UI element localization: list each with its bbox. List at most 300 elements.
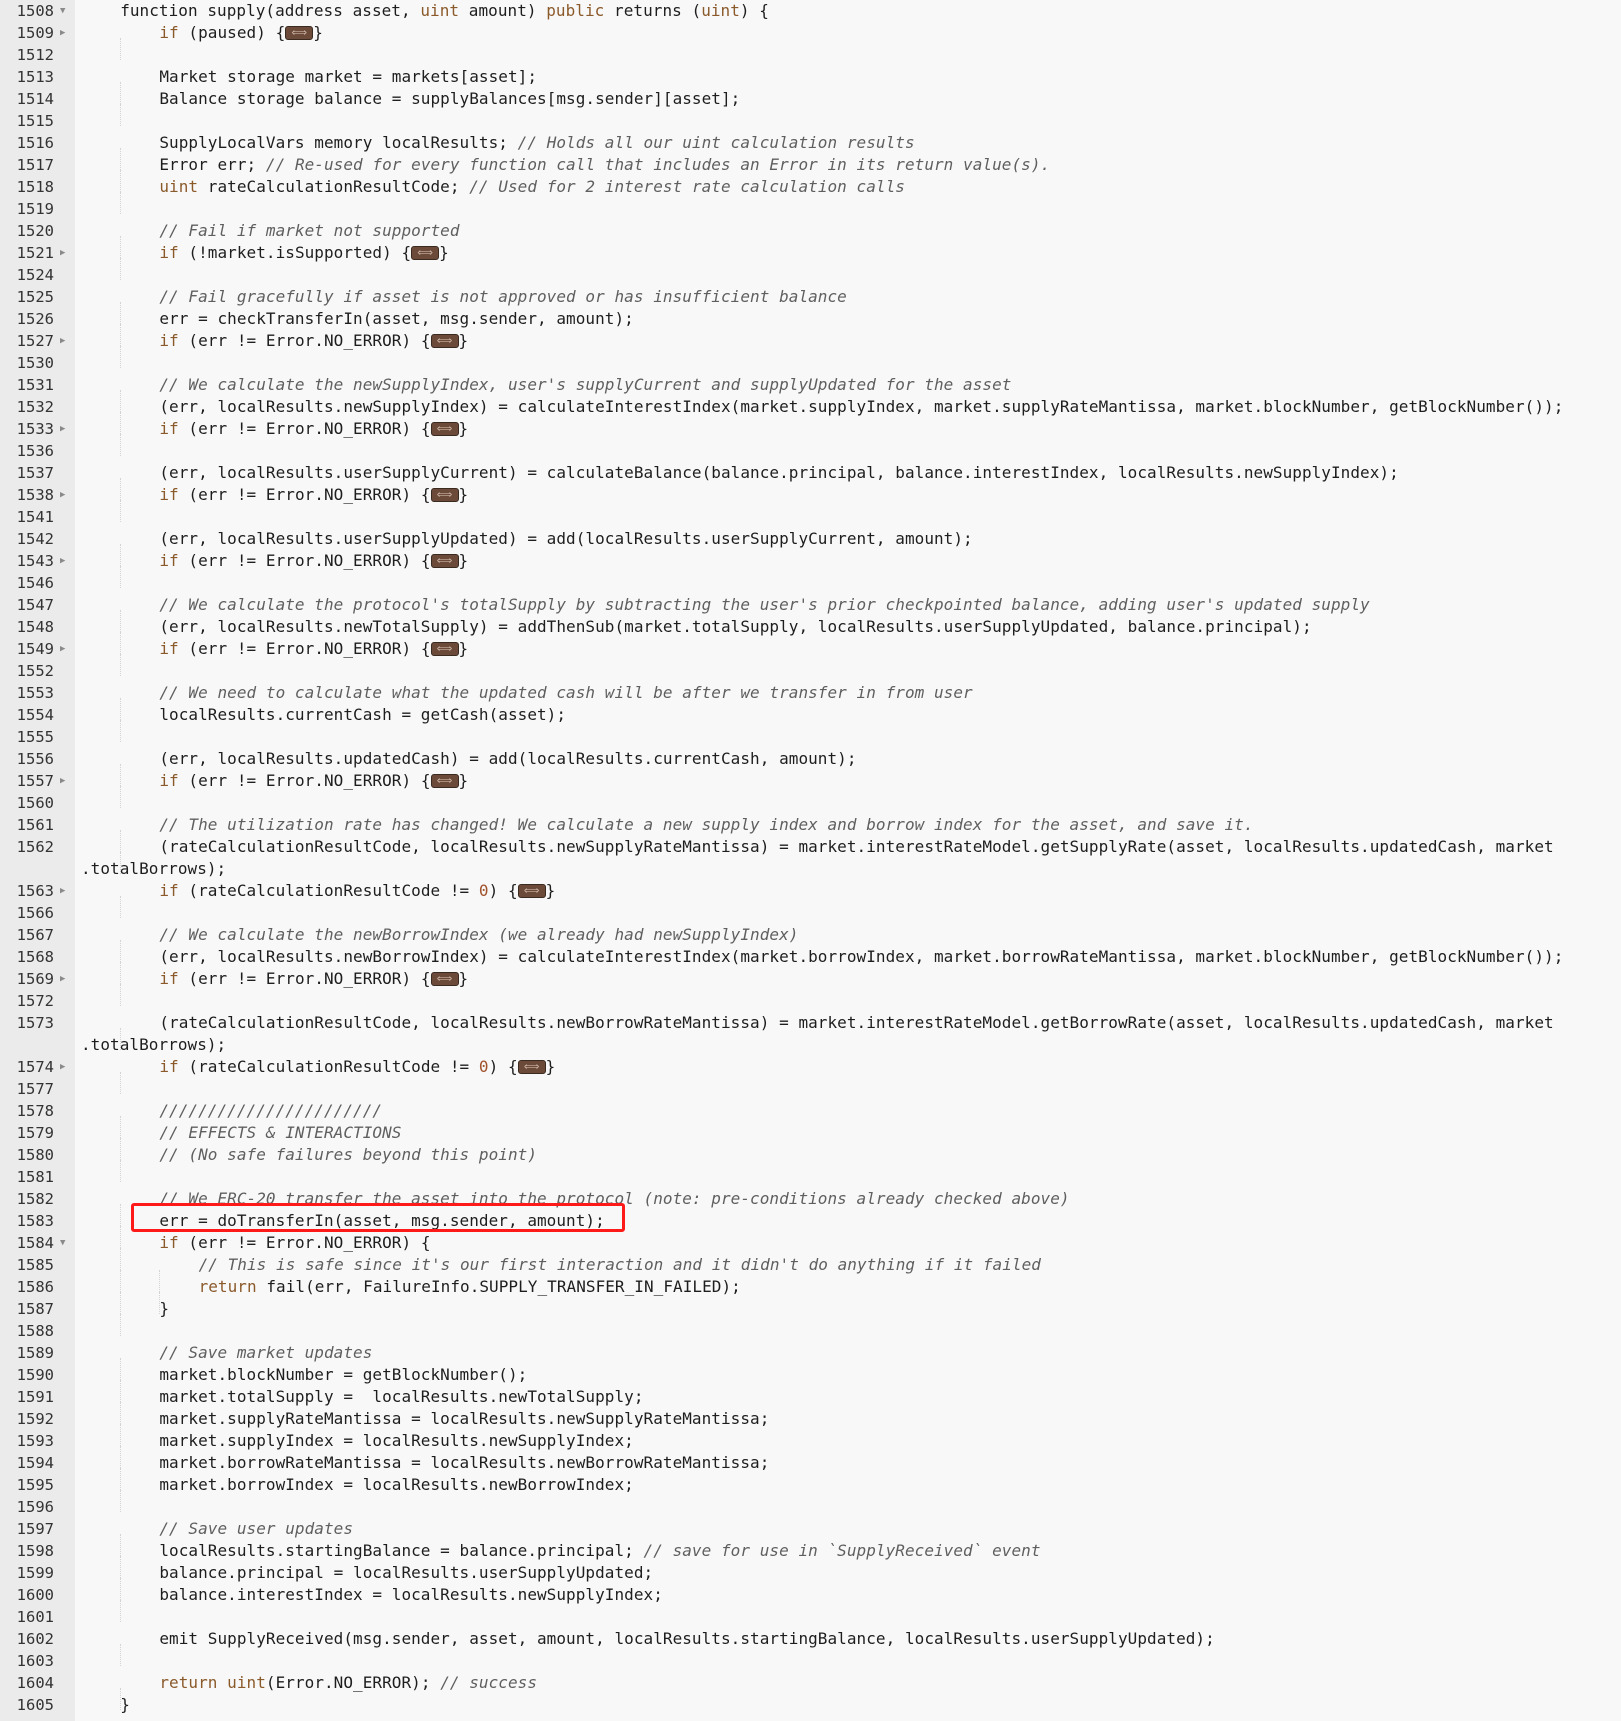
line-number: 1530 — [16, 354, 54, 372]
keyword: if — [159, 485, 179, 504]
code-token: (err, localResults.newSupplyIndex) = calculateInterestIndex(market.supplyIndex, market.supplyRateMantissa, market.blockNumber, getBlockNumber()); — [159, 397, 1564, 416]
line-number: 1603 — [16, 1652, 54, 1670]
code-line — [0, 506, 1621, 528]
line-number: 1553 — [16, 684, 54, 702]
line-number: 1592 — [16, 1410, 54, 1428]
code-line — [0, 1430, 1621, 1452]
line-number: 1568 — [16, 948, 54, 966]
keyword: if — [159, 243, 179, 262]
code-text — [81, 1430, 634, 1452]
line-number: 1509 — [16, 24, 54, 42]
line-number: 1586 — [16, 1278, 54, 1296]
line-number: 1573 — [16, 1014, 54, 1032]
code-text — [81, 528, 973, 550]
code-text — [81, 1694, 130, 1716]
code-line — [0, 1474, 1621, 1496]
line-number: 1526 — [16, 310, 54, 328]
code-line — [0, 638, 1621, 660]
code-line — [0, 1562, 1621, 1584]
code-text — [81, 682, 973, 704]
code-text — [81, 748, 857, 770]
code-text — [81, 616, 1312, 638]
code-line — [0, 374, 1621, 396]
keyword: if — [159, 969, 179, 988]
code-line — [0, 902, 1621, 924]
code-line — [0, 968, 1621, 990]
line-number: 1536 — [16, 442, 54, 460]
code-line — [0, 1188, 1621, 1210]
code-token: market.blockNumber = getBlockNumber(); — [159, 1365, 528, 1384]
code-text — [81, 374, 1011, 396]
line-number: 1562 — [16, 838, 54, 856]
code-text — [81, 1452, 769, 1474]
code-line — [0, 154, 1621, 176]
code-token: (Error.NO_ERROR); — [265, 1673, 441, 1692]
code-token — [217, 1673, 227, 1692]
code-line — [0, 1254, 1621, 1276]
code-text — [81, 1232, 431, 1254]
code-line — [0, 220, 1621, 242]
code-line — [0, 440, 1621, 462]
code-token: (err, localResults.newTotalSupply) = addThenSub(market.totalSupply, localResults.userSupplyUpdated, balance.principal); — [159, 617, 1312, 636]
line-number: 1520 — [16, 222, 54, 240]
line-number: 1537 — [16, 464, 54, 482]
line-number: 1577 — [16, 1080, 54, 1098]
line-number: 1543 — [16, 552, 54, 570]
code-token: market.supplyIndex = localResults.newSupplyIndex; — [159, 1431, 634, 1450]
code-token: function supply(address asset, — [120, 1, 421, 20]
code-token: (err, localResults.updatedCash) = add(localResults.currentCash, amount); — [159, 749, 857, 768]
code-line — [0, 176, 1621, 198]
code-token: err = doTransferIn(asset, msg.sender, amount); — [159, 1211, 605, 1230]
code-line — [0, 814, 1621, 836]
line-number: 1552 — [16, 662, 54, 680]
code-text — [81, 1188, 1070, 1210]
code-token: (!market.isSupported) { — [178, 243, 412, 262]
code-text — [81, 1210, 605, 1232]
keyword: if — [159, 23, 179, 42]
line-number: 1569 — [16, 970, 54, 988]
code-text — [81, 968, 468, 990]
line-number: 1588 — [16, 1322, 54, 1340]
code-line-wrapped — [0, 1034, 1621, 1056]
line-number: 1538 — [16, 486, 54, 504]
code-text — [81, 0, 769, 22]
fold-closed-icon[interactable]: ▶ — [60, 336, 66, 346]
code-text — [81, 924, 798, 946]
code-line — [0, 242, 1621, 264]
code-text — [81, 88, 740, 110]
code-text — [81, 880, 555, 902]
line-number: 1567 — [16, 926, 54, 944]
code-token: } — [313, 23, 323, 42]
code-line — [0, 418, 1621, 440]
comment: // EFFECTS & INTERACTIONS — [159, 1123, 402, 1142]
line-number: 1521 — [16, 244, 54, 262]
line-number: 1514 — [16, 90, 54, 108]
code-text — [81, 858, 226, 880]
code-token: (rateCalculationResultCode != — [178, 1057, 479, 1076]
code-token: (rateCalculationResultCode != — [178, 881, 479, 900]
keyword: if — [159, 639, 179, 658]
line-number: 1582 — [16, 1190, 54, 1208]
code-token: Balance storage balance = supplyBalances[msg.sender][asset]; — [159, 89, 741, 108]
code-token: (err, localResults.newBorrowIndex) = calculateInterestIndex(market.borrowIndex, market.borrowRateMantissa, market.blockNumber, getBlockNumber()); — [159, 947, 1564, 966]
line-number: 1572 — [16, 992, 54, 1010]
number-literal: 0 — [478, 1057, 489, 1076]
code-text — [81, 22, 323, 44]
collapsed-code-icon[interactable] — [431, 554, 459, 568]
line-number: 1555 — [16, 728, 54, 746]
code-token: ) { — [488, 1057, 518, 1076]
line-number: 1547 — [16, 596, 54, 614]
line-number: 1604 — [16, 1674, 54, 1692]
code-text — [81, 946, 1563, 968]
code-line — [0, 836, 1621, 858]
fold-open-icon[interactable]: ▼ — [60, 1238, 66, 1248]
code-line — [0, 1518, 1621, 1540]
keyword: uint — [159, 177, 199, 196]
comment: // Save market updates — [159, 1343, 373, 1362]
code-token: (err != Error.NO_ERROR) { — [178, 1233, 431, 1252]
code-line — [0, 1342, 1621, 1364]
code-line — [0, 1298, 1621, 1320]
code-text — [81, 814, 1254, 836]
collapsed-code-icon[interactable] — [431, 488, 459, 502]
code-token: (err != Error.NO_ERROR) { — [178, 331, 431, 350]
code-text — [81, 638, 468, 660]
comment: // We calculate the newBorrowIndex (we already had newSupplyIndex) — [159, 925, 799, 944]
code-line — [0, 66, 1621, 88]
code-line — [0, 726, 1621, 748]
comment: // The utilization rate has changed! We calculate a new supply index and borrow index for the asset, and save it. — [159, 815, 1254, 834]
code-line — [0, 1012, 1621, 1034]
code-text — [81, 1386, 644, 1408]
line-number: 1585 — [16, 1256, 54, 1274]
fold-closed-icon[interactable]: ▶ — [60, 28, 66, 38]
code-line — [0, 1100, 1621, 1122]
code-line — [0, 682, 1621, 704]
keyword: if — [159, 419, 179, 438]
code-line — [0, 880, 1621, 902]
code-token: } — [458, 419, 469, 438]
code-token: balance.principal = localResults.userSupplyUpdated; — [159, 1563, 654, 1582]
code-text — [81, 242, 449, 264]
comment: // (No safe failures beyond this point) — [159, 1145, 538, 1164]
code-text — [81, 770, 468, 792]
fold-closed-icon[interactable]: ▶ — [60, 776, 66, 786]
code-text — [81, 1012, 1554, 1034]
keyword: uint — [701, 1, 740, 20]
comment: // Fail if market not supported — [159, 221, 460, 240]
keyword: if — [159, 1233, 179, 1252]
comment: // Fail gracefully if asset is not approved or has insufficient balance — [159, 287, 847, 306]
line-number: 1525 — [16, 288, 54, 306]
collapsed-code-icon[interactable] — [431, 642, 459, 656]
fold-closed-icon[interactable]: ▶ — [60, 556, 66, 566]
code-token: Market storage market = markets[asset]; — [159, 67, 538, 86]
code-line — [0, 1166, 1621, 1188]
line-number: 1560 — [16, 794, 54, 812]
collapsed-code-icon[interactable] — [431, 334, 459, 348]
code-text — [81, 1408, 769, 1430]
code-text — [81, 1518, 353, 1540]
code-text — [81, 154, 1050, 176]
code-token: market.totalSupply = localResults.newTotalSupply; — [159, 1387, 644, 1406]
code-line — [0, 1628, 1621, 1650]
code-text — [81, 1540, 1041, 1562]
code-token: rateCalculationResultCode; — [198, 177, 470, 196]
code-token: returns ( — [604, 1, 702, 20]
line-number: 1605 — [16, 1696, 54, 1714]
collapsed-code-icon[interactable] — [431, 972, 459, 986]
comment: /////////////////////// — [159, 1101, 383, 1120]
code-text — [81, 1584, 663, 1606]
code-line — [0, 1144, 1621, 1166]
code-token: ) { — [488, 881, 518, 900]
code-line — [0, 330, 1621, 352]
code-line — [0, 1078, 1621, 1100]
code-line — [0, 1056, 1621, 1078]
collapsed-code-icon[interactable] — [518, 884, 546, 898]
code-line — [0, 704, 1621, 726]
collapsed-code-icon[interactable] — [518, 1060, 546, 1074]
comment: // We ERC-20 transfer the asset into the protocol (note: pre-conditions already checked above) — [159, 1189, 1070, 1208]
line-number: 1508 — [16, 2, 54, 20]
line-number: 1532 — [16, 398, 54, 416]
code-token: Error err; — [159, 155, 266, 174]
code-line — [0, 1606, 1621, 1628]
code-text — [81, 220, 460, 242]
line-number: 1591 — [16, 1388, 54, 1406]
fold-closed-icon[interactable]: ▶ — [60, 424, 66, 434]
keyword: return — [159, 1673, 218, 1692]
keyword: if — [159, 1057, 179, 1076]
code-line — [0, 264, 1621, 286]
code-line — [0, 1672, 1621, 1694]
comment: // We calculate the newSupplyIndex, user's supplyCurrent and supplyUpdated for the asset — [159, 375, 1012, 394]
line-number: 1594 — [16, 1454, 54, 1472]
code-line — [0, 88, 1621, 110]
code-text — [81, 1342, 372, 1364]
line-number: 1515 — [16, 112, 54, 130]
keyword: if — [159, 551, 179, 570]
collapsed-code-icon[interactable] — [431, 422, 459, 436]
code-line — [0, 352, 1621, 374]
line-number: 1580 — [16, 1146, 54, 1164]
code-line — [0, 1232, 1621, 1254]
code-line — [0, 1694, 1621, 1716]
code-line — [0, 462, 1621, 484]
code-line — [0, 924, 1621, 946]
code-line — [0, 1584, 1621, 1606]
comment: // Re-used for every function call that includes an Error in its return value(s). — [265, 155, 1051, 174]
code-token: .totalBorrows); — [81, 859, 227, 878]
code-line — [0, 1364, 1621, 1386]
line-number: 1584 — [16, 1234, 54, 1252]
code-token: .totalBorrows); — [81, 1035, 227, 1054]
code-line — [0, 198, 1621, 220]
code-line — [0, 1408, 1621, 1430]
code-line — [0, 748, 1621, 770]
line-number: 1533 — [16, 420, 54, 438]
code-text — [81, 132, 915, 154]
code-text — [81, 1100, 382, 1122]
code-text — [81, 594, 1370, 616]
code-token: } — [458, 771, 469, 790]
code-token: localResults.currentCash = getCash(asset); — [159, 705, 567, 724]
keyword: uint — [420, 1, 460, 20]
code-token: amount) — [459, 1, 547, 20]
code-line — [0, 484, 1621, 506]
code-line — [0, 1650, 1621, 1672]
line-number: 1556 — [16, 750, 54, 768]
line-number: 1583 — [16, 1212, 54, 1230]
code-line — [0, 1210, 1621, 1232]
code-line — [0, 132, 1621, 154]
code-token: market.borrowIndex = localResults.newBorrowIndex; — [159, 1475, 634, 1494]
code-token: emit SupplyReceived(msg.sender, asset, amount, localResults.startingBalance, localResults.userSupplyUpdated); — [159, 1629, 1215, 1648]
code-text — [81, 1056, 555, 1078]
code-text — [81, 462, 1399, 484]
line-number: 1554 — [16, 706, 54, 724]
collapsed-code-icon[interactable] — [285, 26, 313, 40]
code-line — [0, 1496, 1621, 1518]
line-number: 1546 — [16, 574, 54, 592]
comment: // This is safe since it's our first interaction and it didn't do anything if it failed — [198, 1255, 1041, 1274]
line-number: 1517 — [16, 156, 54, 174]
line-number: 1527 — [16, 332, 54, 350]
code-token: (err != Error.NO_ERROR) { — [178, 969, 431, 988]
code-token: SupplyLocalVars memory localResults; — [159, 133, 518, 152]
code-text — [81, 286, 847, 308]
code-token: (err != Error.NO_ERROR) { — [178, 419, 431, 438]
code-token: market.supplyRateMantissa = localResults.newSupplyRateMantissa; — [159, 1409, 770, 1428]
code-text — [81, 396, 1563, 418]
code-token: } — [545, 881, 556, 900]
collapsed-code-icon[interactable] — [411, 246, 439, 260]
code-line — [0, 594, 1621, 616]
line-number: 1587 — [16, 1300, 54, 1318]
code-token: (err != Error.NO_ERROR) { — [178, 551, 431, 570]
code-token: } — [159, 1299, 170, 1318]
line-number: 1531 — [16, 376, 54, 394]
code-line — [0, 22, 1621, 44]
code-line — [0, 1386, 1621, 1408]
code-line — [0, 308, 1621, 330]
code-text — [81, 1298, 169, 1320]
line-number: 1513 — [16, 68, 54, 86]
code-token: (err != Error.NO_ERROR) { — [178, 485, 431, 504]
comment: // Holds all our uint calculation results — [517, 133, 915, 152]
line-number: 1579 — [16, 1124, 54, 1142]
line-number: 1595 — [16, 1476, 54, 1494]
line-number: 1599 — [16, 1564, 54, 1582]
line-number: 1596 — [16, 1498, 54, 1516]
code-line — [0, 770, 1621, 792]
code-line — [0, 1452, 1621, 1474]
collapsed-code-icon[interactable] — [431, 774, 459, 788]
line-number: 1541 — [16, 508, 54, 526]
fold-closed-icon[interactable]: ▶ — [60, 644, 66, 654]
keyword: if — [159, 771, 179, 790]
line-number: 1561 — [16, 816, 54, 834]
comment: // Used for 2 interest rate calculation calls — [469, 177, 905, 196]
code-text — [81, 308, 634, 330]
code-token: ) { — [739, 1, 769, 20]
line-number: 1574 — [16, 1058, 54, 1076]
code-text — [81, 1254, 1041, 1276]
code-token: market.borrowRateMantissa = localResults.newBorrowRateMantissa; — [159, 1453, 770, 1472]
code-line — [0, 44, 1621, 66]
line-number: 1518 — [16, 178, 54, 196]
code-text — [81, 418, 468, 440]
code-token: } — [458, 639, 469, 658]
fold-closed-icon[interactable]: ▶ — [60, 248, 66, 258]
code-line — [0, 528, 1621, 550]
line-number: 1601 — [16, 1608, 54, 1626]
keyword: return — [198, 1277, 257, 1296]
fold-closed-icon[interactable]: ▶ — [60, 490, 66, 500]
code-token: localResults.startingBalance = balance.principal; — [159, 1541, 644, 1560]
fold-closed-icon[interactable]: ▶ — [60, 886, 66, 896]
line-number: 1563 — [16, 882, 54, 900]
line-number: 1578 — [16, 1102, 54, 1120]
code-text — [81, 484, 468, 506]
code-token: (err, localResults.userSupplyCurrent) = calculateBalance(balance.principal, balance.interestIndex, localResults.newSupplyIndex); — [159, 463, 1399, 482]
line-number: 1597 — [16, 1520, 54, 1538]
fold-closed-icon[interactable]: ▶ — [60, 1062, 66, 1072]
code-line — [0, 286, 1621, 308]
line-number: 1512 — [16, 46, 54, 64]
line-number: 1549 — [16, 640, 54, 658]
code-line — [0, 396, 1621, 418]
code-token: } — [458, 485, 469, 504]
keyword: if — [159, 881, 179, 900]
code-text — [81, 1562, 653, 1584]
line-number: 1593 — [16, 1432, 54, 1450]
comment: // success — [440, 1673, 538, 1692]
code-line — [0, 110, 1621, 132]
line-number: 1590 — [16, 1366, 54, 1384]
line-number: 1548 — [16, 618, 54, 636]
code-token: balance.interestIndex = localResults.newSupplyIndex; — [159, 1585, 663, 1604]
comment: // Save user updates — [159, 1519, 354, 1538]
comment: // save for use in `SupplyReceived` event — [643, 1541, 1041, 1560]
code-text — [81, 330, 468, 352]
code-line — [0, 550, 1621, 572]
code-text — [81, 66, 537, 88]
code-token: } — [458, 969, 469, 988]
comment: // We calculate the protocol's totalSupply by subtracting the user's prior checkpointed balance, adding user's updated supply — [159, 595, 1370, 614]
fold-closed-icon[interactable]: ▶ — [60, 974, 66, 984]
code-line — [0, 946, 1621, 968]
code-line — [0, 1122, 1621, 1144]
code-token: (paused) { — [178, 23, 286, 42]
code-token: (rateCalculationResultCode, localResults.newBorrowRateMantissa) = market.interestRateModel.getBorrowRate(asset, localResults.updatedCash, market — [159, 1013, 1554, 1032]
line-number: 1566 — [16, 904, 54, 922]
fold-open-icon[interactable]: ▼ — [60, 6, 66, 16]
code-line — [0, 1320, 1621, 1342]
code-token: fail(err, FailureInfo.SUPPLY_TRANSFER_IN_FAILED); — [256, 1277, 741, 1296]
code-line — [0, 990, 1621, 1012]
code-token: (err != Error.NO_ERROR) { — [178, 771, 431, 790]
code-line — [0, 1540, 1621, 1562]
code-text — [81, 176, 905, 198]
line-number: 1519 — [16, 200, 54, 218]
code-line — [0, 572, 1621, 594]
code-line — [0, 0, 1621, 22]
